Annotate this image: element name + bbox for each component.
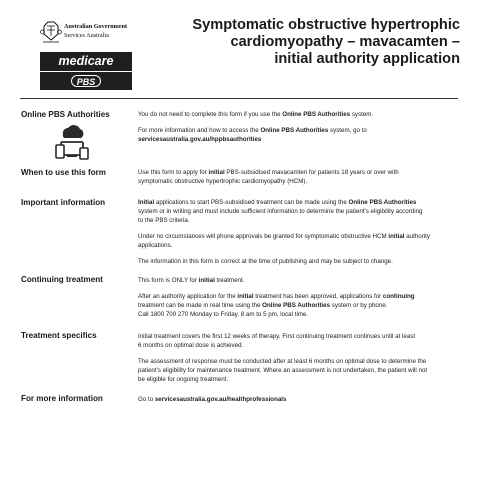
text: treatment can be made in real time using the (138, 302, 263, 309)
text: Go to (138, 396, 155, 403)
text-bold: Online PBS Authorities (260, 127, 329, 134)
section-body-specifics (138, 332, 460, 384)
text: be eligible for ongoing treatment. (138, 376, 229, 383)
section-body-when (138, 168, 460, 186)
text: PBS-subsidised mavacamten for patients 18 years or over with (224, 169, 399, 176)
title-line: initial authority application (274, 51, 460, 67)
text: Use this form to apply for (138, 169, 209, 176)
text-bold: initial (208, 169, 225, 176)
text: The assessment of response must be conducted after at least 6 months on optimal dose to determine the (138, 358, 427, 365)
text: symptomatic obstructive hypertrophic cardiomyopathy (HCM). (138, 178, 308, 185)
section-body-online (138, 110, 460, 144)
text: Initial treatment covers the first 12 weeks of therapy. First continuing treatment continues until at least (138, 333, 416, 340)
text: The information in this form is correct at the time of publishing and may be subject to change. (138, 258, 393, 265)
text-bold: Online PBS Authorities (348, 199, 417, 206)
section-body-continuing (138, 276, 460, 319)
section-label-specifics: Treatment specifics (21, 331, 97, 340)
text: applications. (138, 242, 173, 249)
text: treatment has been approved, applications for (253, 293, 383, 300)
text-bold: Online PBS Authorities (262, 302, 331, 309)
text: Under no circumstances will phone approvals be granted for symptomatic obstructive HCM (138, 233, 389, 240)
section-label-more: For more information (21, 394, 103, 403)
text-bold: Initial (138, 199, 155, 206)
government-logo (40, 20, 130, 48)
pbs-logo-text: PBS (71, 75, 101, 87)
coat-of-arms-icon (40, 20, 62, 46)
text-bold: initial (198, 277, 215, 284)
text: 6 months on optimal dose is achieved. (138, 342, 244, 349)
pbs-authorities-link[interactable]: servicesaustralia.gov.au/hppbsauthorities (138, 136, 262, 143)
section-label-when: When to use this form (21, 168, 106, 177)
medicare-logo: medicare (40, 52, 132, 71)
section-body-more (138, 395, 460, 404)
health-professionals-link[interactable]: servicesaustralia.gov.au/healthprofessionals (154, 396, 287, 403)
section-label-continuing: Continuing treatment (21, 275, 103, 284)
title-line: cardiomyopathy – mavacamten – (230, 34, 460, 50)
section-label-online: Online PBS Authorities (21, 110, 110, 119)
text: authority (404, 233, 430, 240)
title-line: Symptomatic obstructive hypertrophic (192, 17, 460, 33)
text: For more information and how to access the (138, 127, 261, 134)
text: patient's eligibility for maintenance treatment. Where an assessment is not undertaken, the patient will not (138, 367, 428, 374)
text: You do not need to complete this form if you use the (138, 111, 283, 118)
text: system, go to (328, 127, 367, 134)
text: After an authority application for the (138, 293, 238, 300)
form-title (170, 17, 460, 68)
text: treatment. (214, 277, 245, 284)
text-bold: Online PBS Authorities (282, 111, 351, 118)
text: to the PBS criteria. (138, 217, 190, 224)
text-bold: initial (237, 293, 254, 300)
pbs-logo (40, 72, 132, 90)
divider (20, 98, 458, 99)
section-body-important (138, 198, 460, 266)
text: This form is ONLY for (138, 277, 199, 284)
text: Call 1800 700 270 Monday to Friday, 8 am to 5 pm, local time. (138, 311, 309, 318)
text-bold: initial (388, 233, 405, 240)
text: system. (350, 111, 374, 118)
section-label-important: Important information (21, 198, 106, 207)
agency-name: Services Australia (64, 32, 109, 39)
gov-name: Australian Government (64, 23, 128, 30)
computer-devices-cloud-icon (54, 122, 90, 162)
text: applications to start PBS-subsidised treatment can be made using the (154, 199, 349, 206)
text: system or in writing and must include sufficient information to determine the patient's eligibility according (138, 208, 423, 215)
text-bold: continuing (382, 293, 415, 300)
text: system or by phone. (330, 302, 388, 309)
